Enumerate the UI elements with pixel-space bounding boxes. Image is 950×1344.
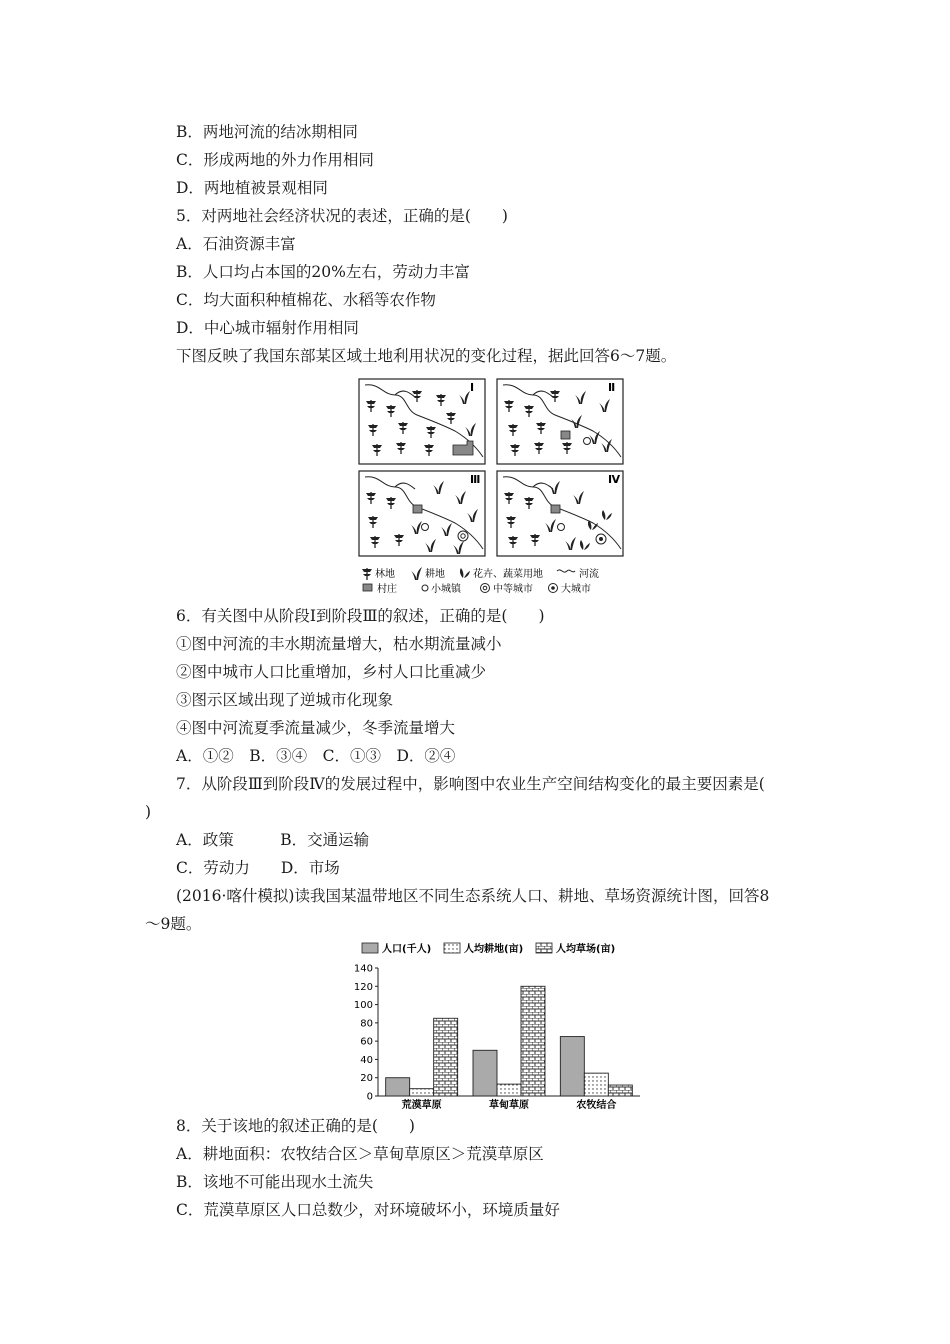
- q5-option-c: C．均大面积种植棉花、水稻等农作物: [176, 291, 436, 309]
- forest-icon: [362, 568, 372, 580]
- map-panel-1: [359, 379, 485, 464]
- intro-8-9-line2: ～9题。: [145, 915, 202, 933]
- bar-3-3: [608, 1085, 632, 1096]
- panel-4-label: Ⅳ: [608, 473, 621, 486]
- q7-options-row2: C．劳动力 D．市场: [176, 859, 340, 877]
- bar-1-3: [434, 1018, 458, 1096]
- chart-legend: [362, 942, 615, 955]
- y-tick-label: 80: [360, 1018, 373, 1030]
- q5-stem: 5．对两地社会经济状况的表述，正确的是( ): [176, 207, 508, 225]
- q6-item-2: ②图中城市人口比重增加，乡村人口比重减少: [176, 663, 487, 681]
- y-tick-label: 120: [353, 981, 373, 993]
- y-tick-label: 60: [360, 1036, 373, 1048]
- legend-flower: 花卉、蔬菜用地: [473, 569, 543, 580]
- bar-3-2: [584, 1073, 608, 1096]
- farmland-icon: [411, 567, 422, 580]
- panel-2-label: Ⅱ: [608, 381, 616, 394]
- panel-3-label: Ⅲ: [470, 473, 481, 486]
- y-tick-label: 40: [360, 1054, 373, 1066]
- bar-1-2: [410, 1089, 434, 1096]
- q8-option-a: A．耕地面积：农牧结合区＞草甸草原区＞荒漠草原区: [176, 1145, 544, 1163]
- y-tick-label: 0: [366, 1091, 373, 1103]
- bar-2-1: [473, 1050, 497, 1096]
- legend-forest: 林地: [375, 569, 395, 580]
- q8-stem: 8．关于该地的叙述正确的是( ): [176, 1117, 415, 1135]
- town-icon: [422, 585, 428, 591]
- q5-option-d: D．中心城市辐射作用相同: [176, 319, 359, 337]
- village-icon: [363, 584, 372, 591]
- legend-farmland: 耕地: [425, 569, 445, 580]
- bar-3-1: [560, 1037, 584, 1096]
- chart-bars: [386, 986, 633, 1111]
- map-panel-4: [497, 471, 623, 556]
- legend-label-1: 人口(千人): [382, 944, 432, 955]
- q6-item-4: ④图中河流夏季流量减少，冬季流量增大: [176, 719, 456, 737]
- x-category-label: 农牧结合: [576, 1100, 617, 1111]
- bar-2-2: [497, 1084, 521, 1096]
- q8-option-c: C．荒漠草原区人口总数少，对环境破坏小，环境质量好: [176, 1201, 560, 1219]
- q6-options: A．①② B．③④ C．①③ D．②④: [176, 747, 456, 765]
- legend-swatch-1: [362, 943, 378, 953]
- legend-label-2: 人均耕地(亩): [464, 944, 524, 955]
- legend-swatch-2: [444, 943, 460, 953]
- legend-town: 小城镇: [431, 584, 461, 595]
- legend-river: 河流: [579, 569, 599, 580]
- q6-stem: 6．有关图中从阶段Ⅰ到阶段Ⅲ的叙述，正确的是( ): [176, 607, 545, 625]
- x-category-label: 荒漠草原: [401, 1100, 442, 1111]
- q6-item-1: ①图中河流的丰水期流量增大，枯水期流量减小: [176, 635, 502, 653]
- intro-6-7: 下图反映了我国东部某区域土地利用状况的变化过程，据此回答6～7题。: [176, 347, 677, 365]
- q8-option-b: B．该地不可能出现水土流失: [176, 1173, 374, 1191]
- legend-village: 村庄: [377, 584, 397, 595]
- q7-stem-cont: ): [145, 803, 152, 821]
- q6-item-3: ③图示区域出现了逆城市化现象: [176, 691, 394, 709]
- q7-stem: 7．从阶段Ⅲ到阶段Ⅳ的发展过程中，影响图中农业生产空间结构变化的最主要因素是(: [176, 775, 765, 793]
- flower-icon: [460, 568, 470, 578]
- x-category-label: 草甸草原: [489, 1100, 529, 1111]
- q4-option-b: B．两地河流的结冰期相同: [176, 123, 358, 141]
- panel-1-label: Ⅰ: [470, 381, 475, 394]
- map-panel-3: [359, 471, 485, 556]
- bar-2-3: [521, 986, 545, 1096]
- intro-8-9-line1: (2016·喀什模拟)读我国某温带地区不同生态系统人口、耕地、草场资源统计图，回答8: [176, 887, 770, 905]
- river-icon: [557, 570, 575, 572]
- legend-swatch-3: [536, 943, 552, 953]
- q5-option-a: A．石油资源丰富: [176, 235, 296, 253]
- legend-mid-city: 中等城市: [493, 584, 533, 595]
- y-tick-label: 20: [360, 1073, 373, 1085]
- resource-bar-chart: [340, 940, 650, 1112]
- mid-city-icon: [481, 584, 490, 593]
- map-legend: [362, 567, 599, 595]
- q4-option-d: D．两地植被景观相同: [176, 179, 328, 197]
- y-tick-label: 140: [353, 963, 373, 975]
- q4-option-c: C．形成两地的外力作用相同: [176, 151, 374, 169]
- legend-big-city: 大城市: [561, 584, 591, 595]
- land-use-map-figure: [355, 375, 630, 600]
- legend-label-3: 人均草场(亩): [556, 944, 616, 955]
- bar-1-1: [386, 1078, 410, 1096]
- q7-options-row1: A．政策 B．交通运输: [176, 831, 370, 849]
- map-panel-2: [497, 379, 623, 464]
- q5-option-b: B．人口均占本国的20%左右，劳动力丰富: [176, 263, 470, 281]
- y-tick-label: 100: [353, 1000, 373, 1012]
